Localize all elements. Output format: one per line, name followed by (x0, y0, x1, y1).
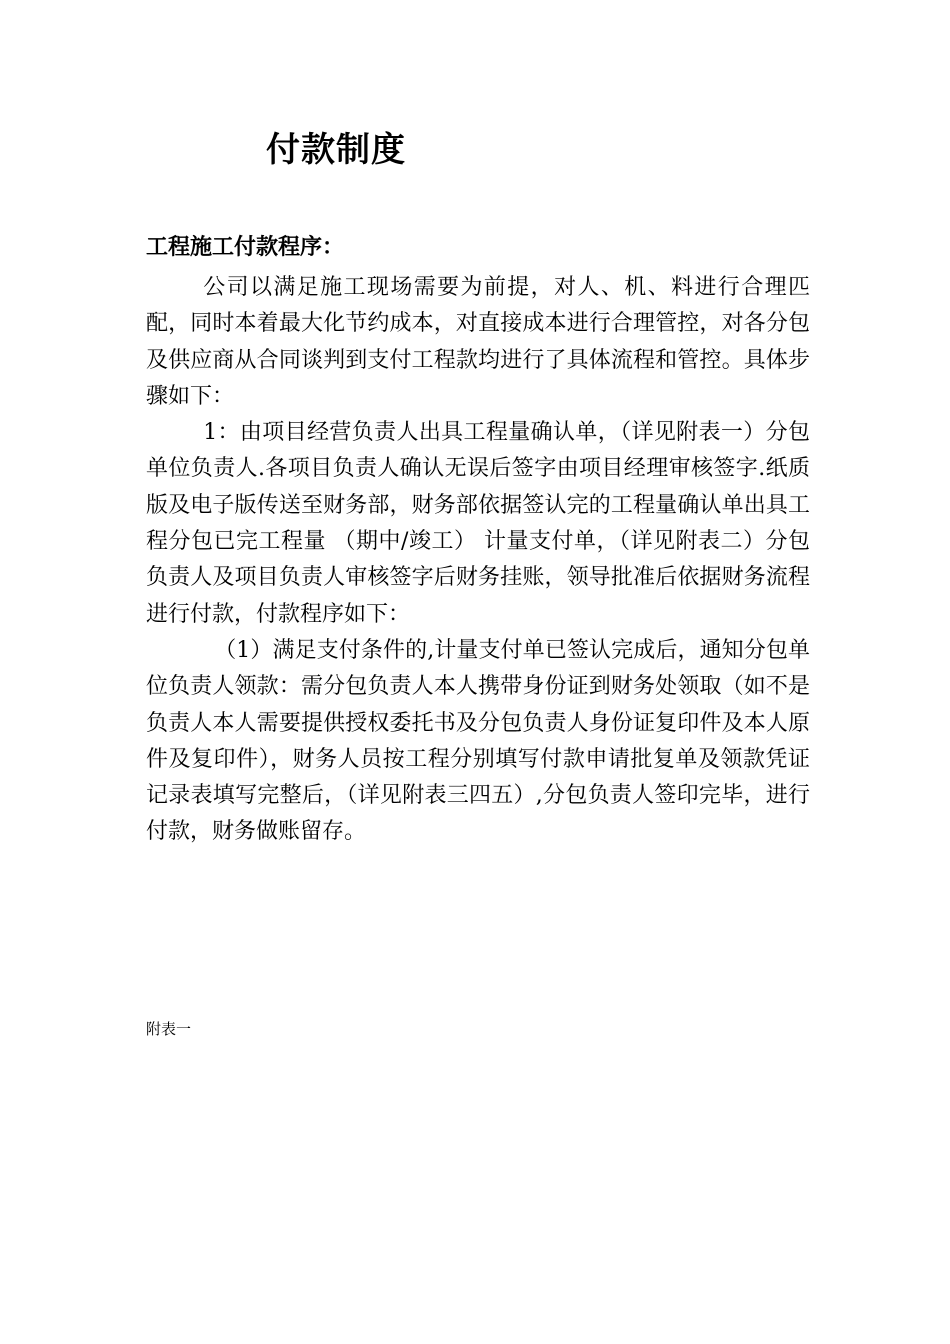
body-text (146, 270, 810, 851)
page-title: 付款制度 (266, 130, 406, 170)
paragraph-intro: 公司以满足施工现场需要为前提，对人、机、料进行合理匹配，同时本着最大化节约成本，对直接成本进行合理管控，对各分包及供应商从合同谈判到支付工程款均进行了具体流程和管控。具体步骤如下： (146, 275, 810, 409)
appendix-label: 附表一 (146, 1020, 192, 1038)
paragraph-step-1: 1：由项目经营负责人出具工程量确认单，（详见附表一）分包单位负责人.各项目负责人确认无误后签字由项目经理审核签字.纸质版及电子版传送至财务部，财务部依据签认完的工程量确认单出具工程分包已完工程量 （期中/竣工） 计量支付单，（详见附表二）分包负责人及项目负责人审核签字后财务挂账，领导批准后依据财务流程进行付款，付款程序如下： (146, 420, 810, 627)
paragraph-payment-procedure: （1）满足支付条件的,计量支付单已签认完成后，通知分包单位负责人领款：需分包负责人本人携带身份证到财务处领取（如不是负责人本人需要提供授权委托书及分包负责人身份证复印件及本人原件及复印件），财务人员按工程分别填写付款申请批复单及领款凭证记录表填写完整后，（详见附表三四五）,分包负责人签印完毕，进行付款，财务做账留存。 (146, 637, 810, 845)
section-heading: 工程施工付款程序： (146, 235, 345, 260)
